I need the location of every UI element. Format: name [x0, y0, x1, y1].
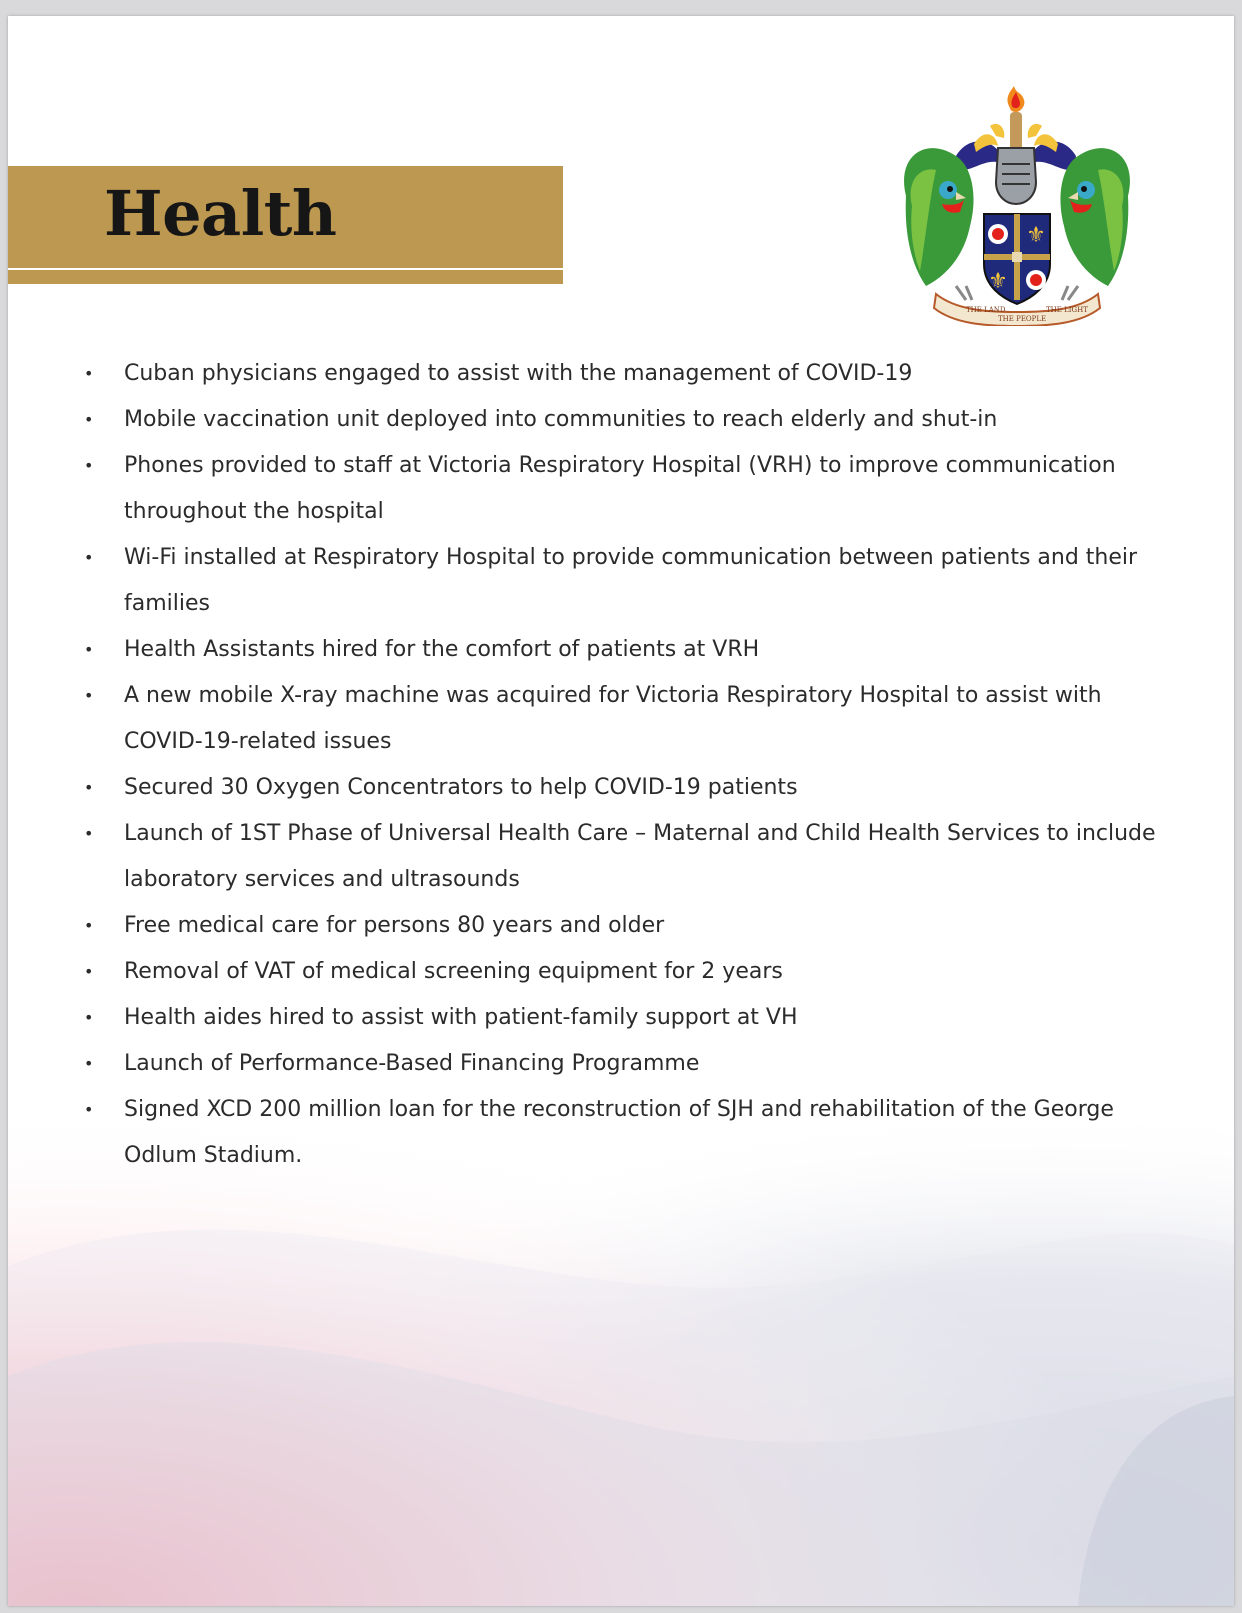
bullet-icon: •: [84, 1008, 94, 1027]
list-item-text: Launch of 1ST Phase of Universal Health Care – Maternal and Child Health Services to include laboratory services and ultrasounds: [124, 821, 1156, 892]
bullet-icon: •: [84, 962, 94, 981]
list-item: [78, 949, 1158, 995]
svg-text:⚜: ⚜: [988, 269, 1008, 294]
list-item: [78, 1087, 1158, 1179]
bullet-icon: •: [84, 778, 94, 797]
list-item-text: Launch of Performance-Based Financing Programme: [124, 1051, 700, 1076]
coat-of-arms-icon: [886, 86, 1148, 326]
health-bullet-list: [78, 351, 1158, 1179]
list-item-text: Wi-Fi installed at Respiratory Hospital to provide communication between patients and their families: [124, 545, 1138, 616]
list-item: [78, 627, 1158, 673]
list-item: [78, 903, 1158, 949]
list-item: [78, 765, 1158, 811]
list-item-text: Signed XCD 200 million loan for the reconstruction of SJH and rehabilitation of the George Odlum Stadium.: [124, 1097, 1114, 1168]
list-item-text: Phones provided to staff at Victoria Respiratory Hospital (VRH) to improve communication throughout the hospital: [124, 453, 1116, 524]
title-divider: [8, 268, 563, 270]
list-item: [78, 443, 1158, 535]
bullet-icon: •: [84, 1054, 94, 1073]
list-item-text: Secured 30 Oxygen Concentrators to help COVID-19 patients: [124, 775, 798, 800]
list-item: [78, 535, 1158, 627]
list-item: [78, 995, 1158, 1041]
list-item: [78, 351, 1158, 397]
list-item: [78, 811, 1158, 903]
bullet-icon: •: [84, 916, 94, 935]
motto-text-center: THE PEOPLE: [998, 315, 1047, 323]
bullet-icon: •: [84, 686, 94, 705]
bullet-icon: •: [84, 456, 94, 475]
motto-text-left: THE LAND: [966, 306, 1006, 314]
list-item-text: Removal of VAT of medical screening equipment for 2 years: [124, 959, 783, 984]
bullet-icon: •: [84, 548, 94, 567]
motto-text-right: THE LIGHT: [1046, 306, 1088, 314]
page-title: Health: [104, 177, 337, 250]
document-page: [8, 16, 1234, 1606]
list-item-text: Cuban physicians engaged to assist with the management of COVID-19: [124, 361, 913, 386]
list-item-text: A new mobile X-ray machine was acquired for Victoria Respiratory Hospital to assist with COVID-19-related issues: [124, 683, 1102, 754]
bullet-icon: •: [84, 364, 94, 383]
list-item-text: Free medical care for persons 80 years and older: [124, 913, 665, 938]
bullet-icon: •: [84, 640, 94, 659]
bullet-icon: •: [84, 824, 94, 843]
bullet-icon: •: [84, 410, 94, 429]
list-item: [78, 397, 1158, 443]
list-item-text: Mobile vaccination unit deployed into communities to reach elderly and shut-in: [124, 407, 998, 432]
list-item-text: Health Assistants hired for the comfort of patients at VRH: [124, 637, 760, 662]
list-item-text: Health aides hired to assist with patient-family support at VH: [124, 1005, 798, 1030]
list-item: [78, 1041, 1158, 1087]
svg-text:⚜: ⚜: [1026, 223, 1046, 248]
bullet-icon: •: [84, 1100, 94, 1119]
list-item: [78, 673, 1158, 765]
